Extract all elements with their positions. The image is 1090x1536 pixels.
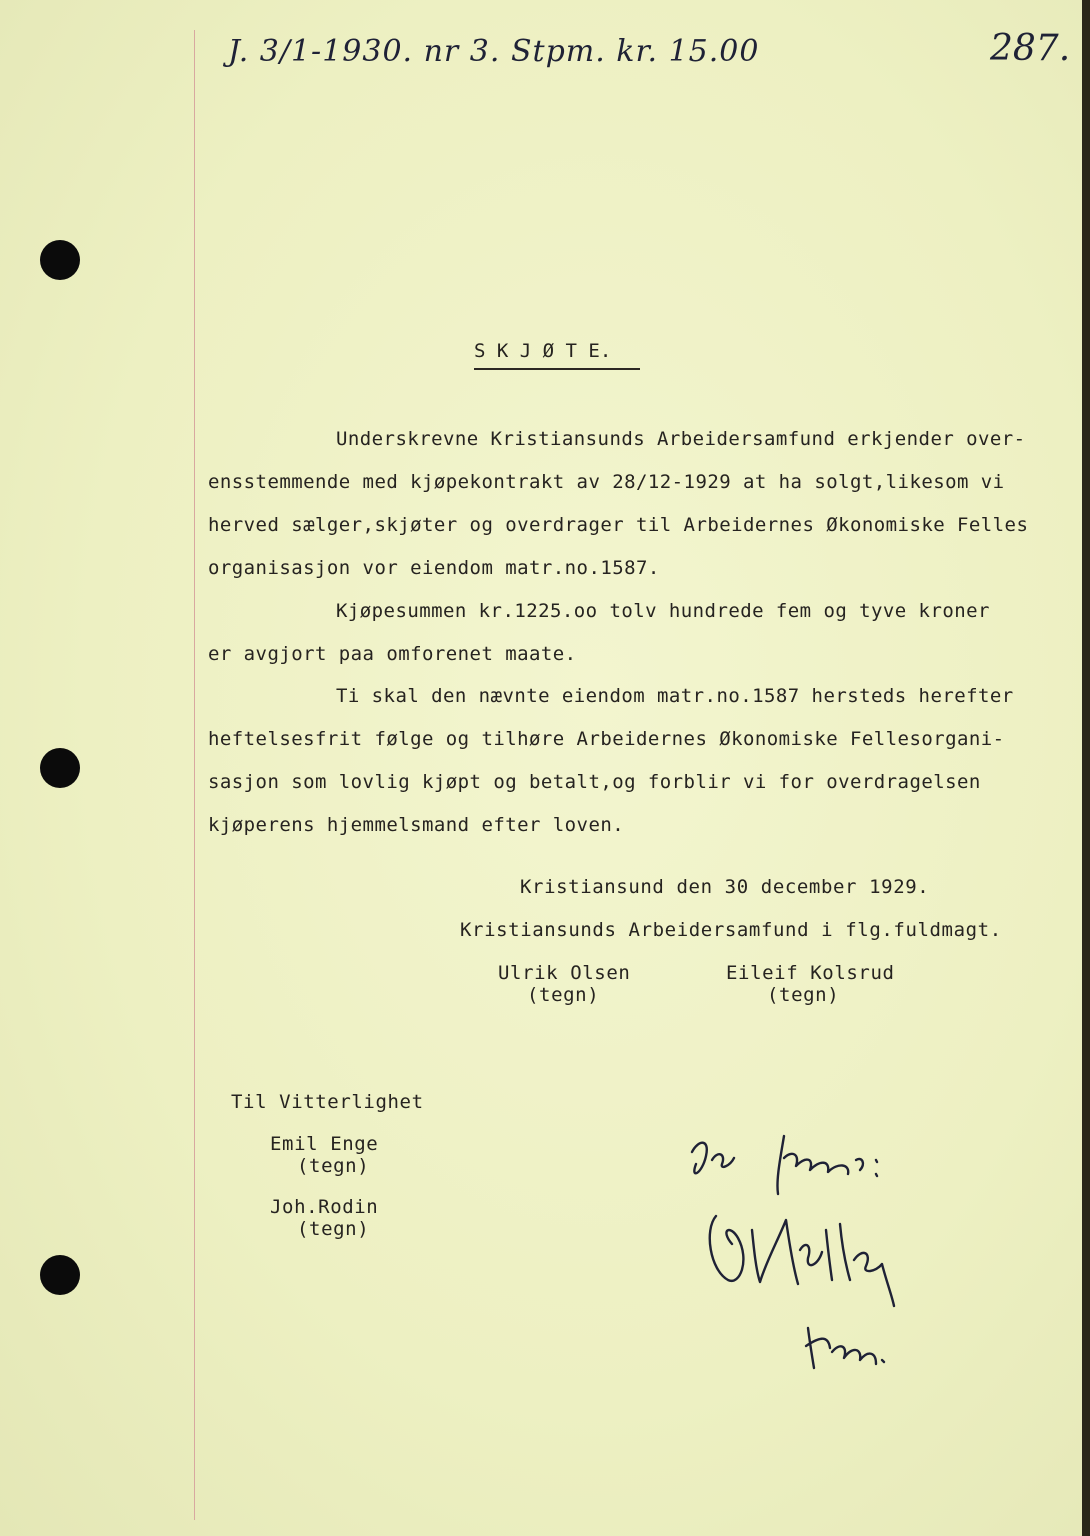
punch-hole-middle: [40, 748, 80, 788]
handwritten-signature: [680, 1120, 940, 1380]
witness-name: Emil Enge: [270, 1133, 379, 1155]
paragraph-price: [208, 590, 1048, 676]
signatory-note: (tegn): [767, 984, 840, 1006]
text-line: Kjøpesummen kr.1225.oo tolv hundrede fem og tyve kroner: [336, 600, 990, 622]
signatory-name: Eileif Kolsrud: [726, 962, 895, 984]
text-line: sasjon som lovlig kjøpt og betalt,og forblir vi for overdragelsen: [208, 771, 981, 793]
text-line: heftelsesfrit følge og tilhøre Arbeidernes Økonomiske Fellesorgani-: [208, 728, 1005, 750]
text-line: er avgjort paa omforenet maate.: [208, 643, 577, 665]
place-date: Kristiansund den 30 december 1929.: [520, 876, 930, 898]
signatory-name: Ulrik Olsen: [498, 962, 631, 984]
paragraph-deed: [208, 418, 1048, 590]
signatory-note: (tegn): [527, 984, 600, 1006]
witness-heading: Til Vitterlighet: [231, 1091, 424, 1113]
page-number: 287.: [990, 28, 1071, 69]
organization-line: Kristiansunds Arbeidersamfund i flg.fuldmagt.: [460, 919, 1002, 941]
witness-note: (tegn): [297, 1218, 370, 1240]
text-line: organisasjon vor eiendom matr.no.1587.: [208, 557, 660, 579]
witness-note: (tegn): [297, 1155, 370, 1177]
text-line: Underskrevne Kristiansunds Arbeidersamfund erkjender over-: [336, 428, 1026, 450]
witness-name: Joh.Rodin: [270, 1196, 379, 1218]
registration-note: J. 3/1-1930. nr 3. Stpm. kr. 15.00: [228, 34, 760, 69]
text-line: kjøperens hjemmelsmand efter loven.: [208, 814, 625, 836]
paragraph-conveyance: [208, 675, 1048, 847]
margin-rule: [194, 30, 195, 1520]
punch-hole-bottom: [40, 1255, 80, 1295]
punch-hole-top: [40, 240, 80, 280]
scan-edge: [1082, 0, 1090, 1536]
text-line: ensstemmende med kjøpekontrakt av 28/12-1929 at ha solgt,likesom vi: [208, 471, 1005, 493]
text-line: Ti skal den nævnte eiendom matr.no.1587 hersteds herefter: [336, 685, 1014, 707]
title-underline: [474, 368, 640, 370]
document-title: S K J Ø T E.: [474, 340, 612, 362]
text-line: herved sælger,skjøter og overdrager til Arbeidernes Økonomiske Felles: [208, 514, 1029, 536]
